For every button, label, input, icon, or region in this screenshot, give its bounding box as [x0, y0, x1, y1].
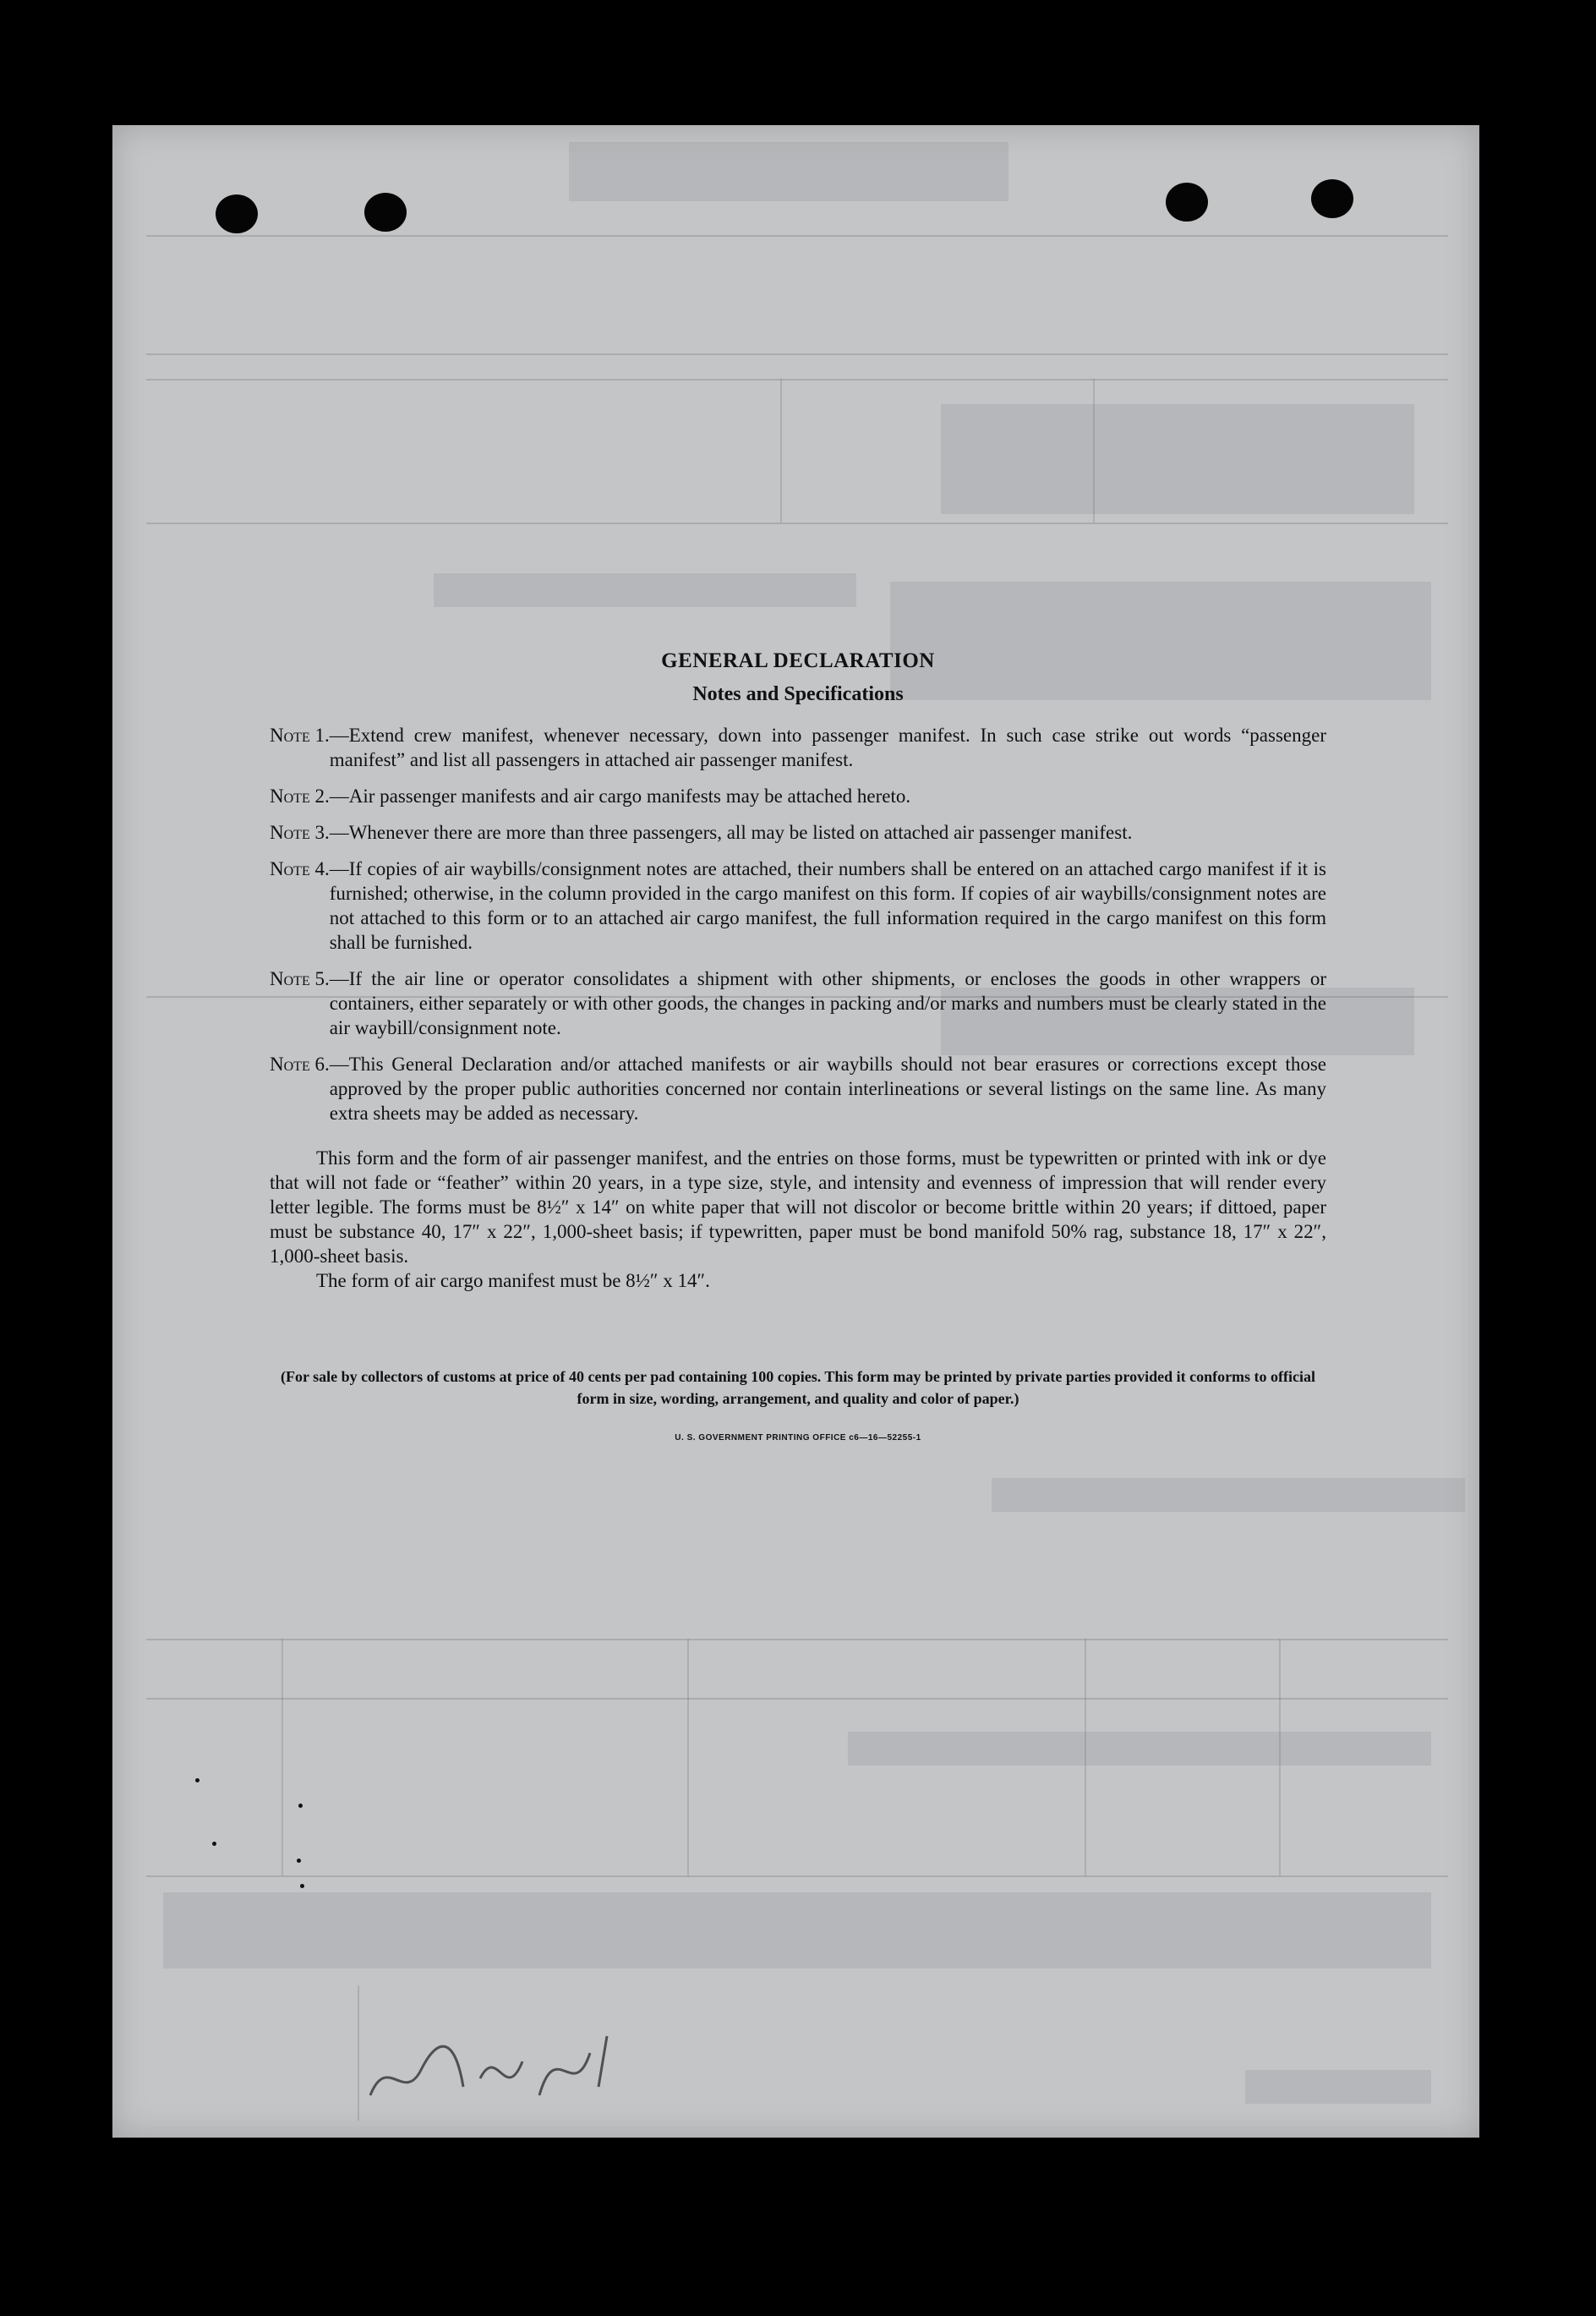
- note-1: [270, 723, 1326, 772]
- document-subtitle: Notes and Specifications: [692, 683, 904, 705]
- note-3: [270, 820, 1326, 845]
- note-text: —If the air line or operator consolidates a shipment with other shipments, or encloses the goods in other wrappers or containers, either separately or with other goods, the changes in packing and/or marks and numbers must be clearly stated in the air waybill/consignment note.: [329, 968, 1326, 1038]
- document-page: [112, 125, 1479, 2138]
- note-4: [270, 857, 1326, 955]
- punch-hole-right-2: [1311, 179, 1353, 218]
- document-title: GENERAL DECLARATION: [661, 649, 935, 672]
- signature-bleed-through: [353, 2019, 624, 2121]
- note-6: [270, 1052, 1326, 1125]
- form-specification-paragraph: This form and the form of air passenger manifest, and the entries on those forms, must be typewritten or printed with ink or dye that will not fade or “feather” within 20 years, in a type size, style, and intensity and evenness of impression that will render every letter legible. The forms must be 8½″ x 14″ on white paper that will not discolor or become brittle within 20 years; if dittoed, paper must be substance 40, 17″ x 22″, 1,000-sheet basis; if typewritten, paper must be bond manifold 50% rag, substance 18, 17″ x 22″, 1,000-sheet basis.: [270, 1147, 1326, 1267]
- note-label: Note 5.: [270, 968, 330, 989]
- sale-notice-footer: (For sale by collectors of customs at price of 40 cents per pad containing 100 copies. This form may be printed by private parties provided it conforms to official form in size, wording, arrangement, and quality and color of paper.): [280, 1368, 1316, 1407]
- note-5: [270, 966, 1326, 1040]
- paper-speck: [297, 1859, 301, 1863]
- punch-hole-left-2: [364, 193, 407, 232]
- note-text: —Air passenger manifests and air cargo manifests may be attached hereto.: [329, 786, 911, 807]
- printing-office-line: U. S. GOVERNMENT PRINTING OFFICE c6—16—52255-1: [675, 1433, 921, 1443]
- paper-speck: [212, 1842, 216, 1846]
- notes-and-specifications: [270, 649, 1326, 1443]
- note-label: Note 3.: [270, 822, 330, 843]
- paper-speck: [300, 1884, 304, 1888]
- note-label: Note 4.: [270, 858, 330, 879]
- note-text: —This General Declaration and/or attached manifests or air waybills should not bear erasures or corrections except those approved by the proper public authorities concerned nor contain interlineations or several listings on the same line. As many extra sheets may be added as necessary.: [329, 1054, 1326, 1124]
- note-label: Note 1.: [270, 725, 330, 746]
- note-text: —Extend crew manifest, whenever necessary, down into passenger manifest. In such case strike out words “passenger manifest” and list all passengers in attached air passenger manifest.: [329, 725, 1326, 770]
- note-text: —Whenever there are more than three passengers, all may be listed on attached air passenger manifest.: [329, 822, 1133, 843]
- note-label: Note 6.: [270, 1054, 330, 1075]
- note-label: Note 2.: [270, 786, 330, 807]
- punch-hole-right-1: [1166, 183, 1208, 222]
- note-text: —If copies of air waybills/consignment notes are attached, their numbers shall be entered on an attached cargo manifest if it is furnished; otherwise, in the column provided in the cargo manifest on this form. If copies of air waybills/consignment notes are not attached to this form or to an attached air cargo manifest, the full information required in the cargo manifest on this form shall be furnished.: [329, 858, 1326, 953]
- paper-speck: [195, 1778, 200, 1782]
- cargo-manifest-size-line: The form of air cargo manifest must be 8½″ x 14″.: [316, 1270, 710, 1291]
- paper-speck: [298, 1804, 303, 1808]
- punch-hole-left-1: [216, 194, 258, 233]
- note-2: [270, 784, 1326, 808]
